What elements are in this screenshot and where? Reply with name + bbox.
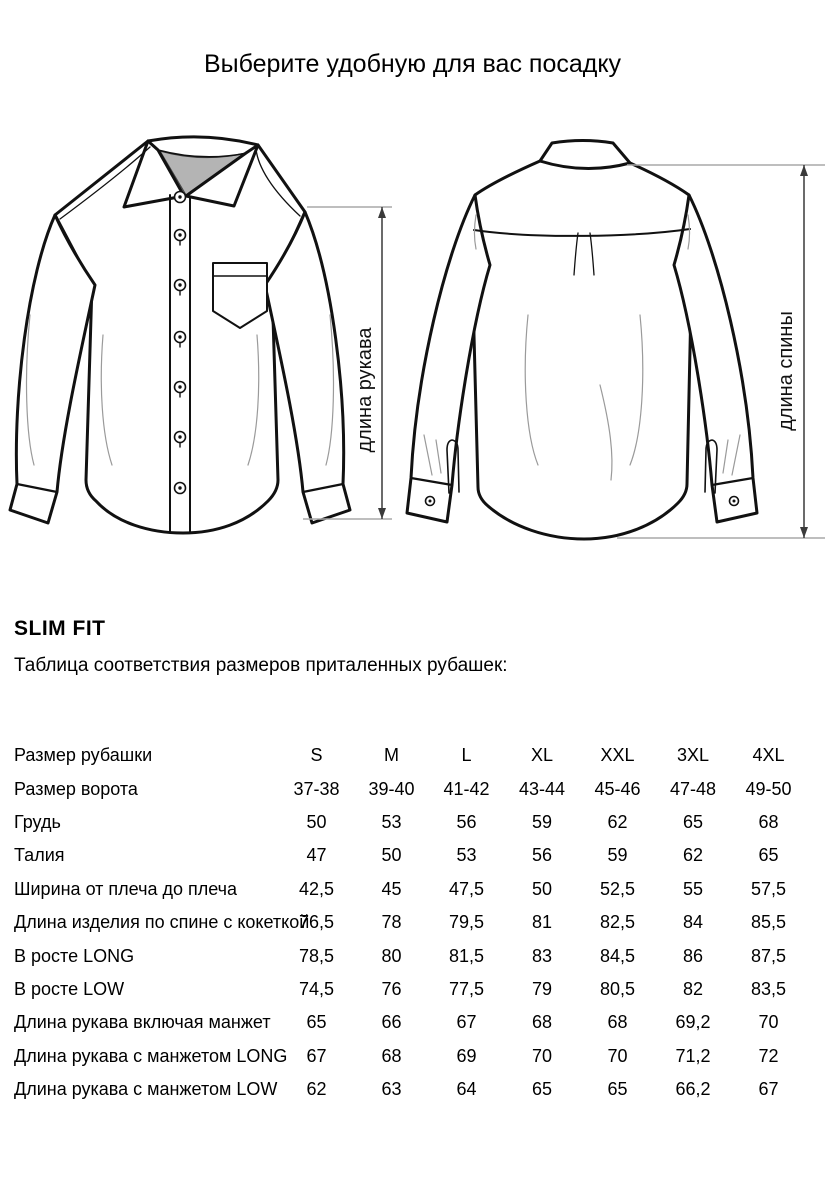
size-value: 53 [456,845,477,866]
size-value: 50 [531,878,553,899]
table-row [14,1006,806,1039]
table-row [14,973,806,1006]
size-value: 64 [456,1079,477,1100]
size-value: 77,5 [448,978,485,999]
size-value: 62 [607,811,628,832]
table-row [14,1073,806,1106]
table-row [14,906,806,939]
back-length-label: длина спины [775,311,797,431]
size-value: 86 [682,945,704,966]
size-value: 57,5 [750,878,787,899]
row-label: Длина рукава с манжетом LONG [14,1045,288,1066]
size-value: 68 [381,1045,402,1066]
size-value: 76,5 [298,912,335,933]
size-value: 78 [381,912,402,933]
table-row [14,772,806,805]
size-value: 52,5 [599,878,636,899]
size-value: 68 [531,1012,553,1033]
row-label: Размер ворота [14,778,138,799]
size-value: 50 [381,845,402,866]
size-value: 82,5 [599,912,636,933]
size-value: XL [530,745,554,766]
table-row [14,939,806,972]
size-value: 53 [381,811,402,832]
size-table-caption: Таблица соответствия размеров приталенных рубашек: [14,655,508,676]
size-value: 47 [306,845,327,866]
row-label: Грудь [14,811,61,832]
table-row [14,1040,806,1073]
size-value: 72 [758,1045,779,1066]
size-value: XXL [600,745,635,766]
row-label: В росте LOW [14,978,125,999]
size-value: 84,5 [599,945,636,966]
fit-section-heading: SLIM FIT [14,617,106,640]
size-value: 83,5 [750,978,787,999]
size-value: 70 [531,1045,553,1066]
size-value: 66,2 [675,1079,711,1100]
size-value: S [310,745,323,766]
size-value: 65 [306,1012,327,1033]
size-value: 45-46 [594,778,641,799]
row-label: Длина рукава с манжетом LOW [14,1079,278,1100]
size-value: 59 [531,811,553,832]
size-value: 65 [758,845,779,866]
shirt-front-illustration [10,137,350,533]
size-value: 69 [456,1045,477,1066]
row-label: Талия [14,845,65,866]
row-label: Длина рукава включая манжет [14,1012,271,1033]
table-row [14,873,806,906]
row-label: Длина изделия по спине с кокеткой [14,912,310,933]
size-value: 69,2 [675,1012,711,1033]
size-value: 80,5 [599,978,636,999]
size-value: 70 [758,1012,779,1033]
size-value: 56 [456,811,477,832]
size-value: 65 [607,1079,628,1100]
size-value: 59 [607,845,628,866]
shirt-illustrations [0,135,825,605]
table-row [14,806,806,839]
size-value: 62 [682,845,704,866]
shirt-figure-svg [0,135,825,605]
size-value: 79,5 [448,912,485,933]
size-value: 81,5 [448,945,485,966]
size-value: 80 [381,945,402,966]
size-value: 68 [607,1012,628,1033]
size-table [14,739,806,1106]
size-value: 3XL [676,745,710,766]
size-value: 4XL [752,745,785,766]
size-value: 74,5 [298,978,335,999]
size-value: 43-44 [518,778,566,799]
size-value: 84 [682,912,704,933]
size-value: 82 [682,978,704,999]
size-value: 87,5 [750,945,787,966]
size-value: 67 [456,1012,477,1033]
size-value: 78,5 [298,945,335,966]
row-label: Ширина от плеча до плеча [14,878,238,899]
size-value: 37-38 [293,778,340,799]
size-value: 50 [306,811,327,832]
size-value: 81 [531,912,553,933]
size-value: 68 [758,811,779,832]
page-title: Выберите удобную для вас посадку [203,50,622,78]
size-value: 66 [381,1012,402,1033]
size-value: 85,5 [750,912,787,933]
size-value: 63 [381,1079,402,1100]
size-value: M [384,745,399,766]
size-value: 41-42 [443,778,490,799]
size-value: 67 [306,1045,327,1066]
size-value: 76 [381,978,402,999]
size-value: 71,2 [675,1045,711,1066]
size-value: 42,5 [298,878,335,899]
size-value: 45 [381,878,402,899]
size-value: 49-50 [745,778,792,799]
size-value: 83 [531,945,553,966]
table-row [14,839,806,872]
size-value: 47-48 [669,778,717,799]
size-table-body [14,739,806,1106]
size-value: 62 [306,1079,327,1100]
size-value: 79 [531,978,553,999]
size-value: 47,5 [448,878,485,899]
size-value: 65 [682,811,704,832]
row-label: В росте LONG [14,945,135,966]
size-value: 39-40 [368,778,415,799]
row-label: Размер рубашки [14,745,153,766]
table-row [14,739,806,772]
shirt-back-illustration [407,141,757,540]
size-value: 55 [682,878,704,899]
size-value: 56 [531,845,553,866]
sleeve-length-label: длина рукава [354,327,376,453]
size-value: 70 [607,1045,628,1066]
size-value: 65 [531,1079,553,1100]
size-value: 67 [758,1079,779,1100]
size-value: L [461,745,472,766]
